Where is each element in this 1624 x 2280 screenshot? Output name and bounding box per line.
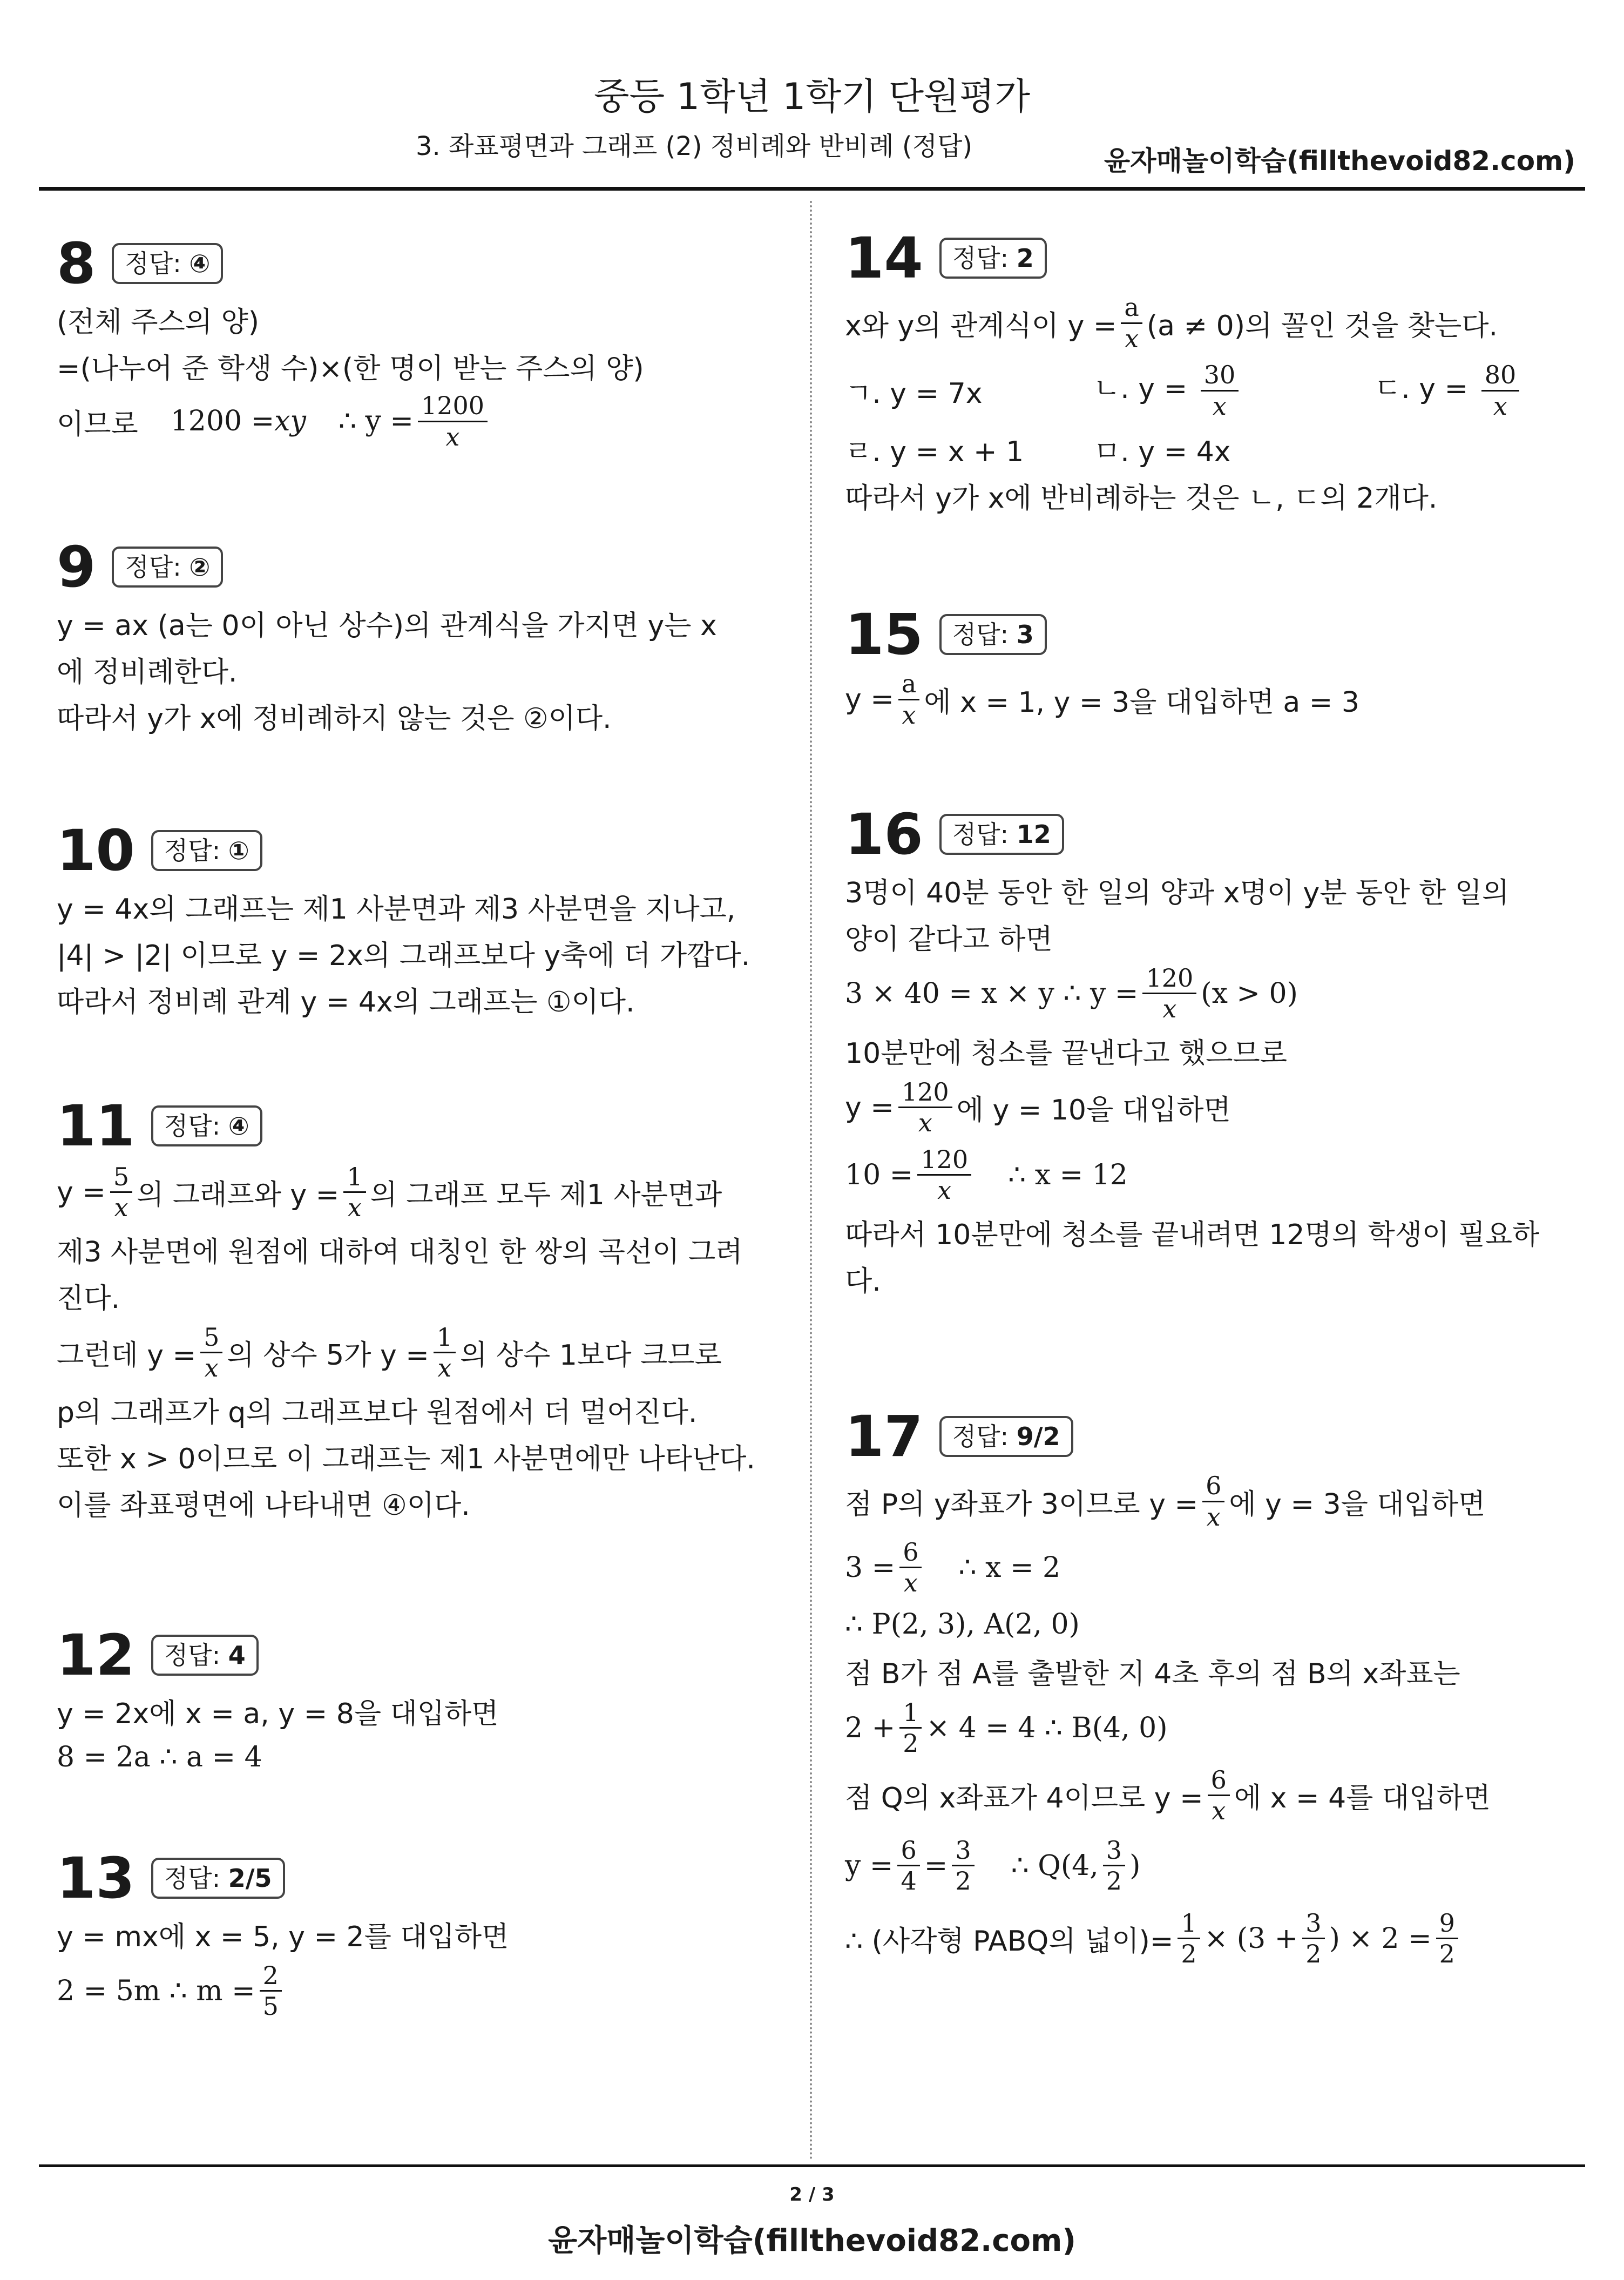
problem-number: 8 [57, 231, 96, 296]
answer-box: 정답: ④ [151, 1105, 262, 1147]
solution-line: ∴ P(2, 3), A(2, 0) [845, 1608, 1080, 1641]
problem-16 [845, 802, 1590, 1301]
problem-8 [57, 231, 780, 454]
solution-line: ∴ (사각형 PABQ의 넓이)= $\frac{1}{2}$ × (3 + $\frac{3}{2}$ ) × 2 = $\frac{9}{2}$ [845, 1902, 1601, 1975]
solution-line: |4| > |2| 이므로 y = 2x의 그래프보다 y축에 더 가깝다. [57, 939, 750, 972]
problem-number: 15 [845, 602, 923, 667]
fraction: $\frac{120}{x}$ [898, 1079, 952, 1136]
solution-line: =(나누어 준 학생 수)×(한 명이 받는 주스의 양) [57, 352, 644, 385]
problem-number: 13 [57, 1845, 135, 1911]
solution-line: 따라서 10분만에 청소를 끝내려면 12명의 학생이 필요하 [845, 1218, 1540, 1251]
solution-line: p의 그래프가 q의 그래프보다 원점에서 더 멀어진다. [57, 1396, 698, 1429]
solution-line: ㄹ. y = x + 1 ㅁ. y = 4x [845, 435, 1231, 468]
solution-line: 2 = 5m ∴ m = $\frac{2}{5}$ [57, 1957, 780, 2025]
solution-line: y = $\frac{120}{x}$ 에 y = 10을 대입하면 [845, 1077, 1231, 1137]
solution-line: 8 = 2a ∴ a = 4 [57, 1741, 262, 1773]
solution-line: 따라서 y가 x에 반비례하는 것은 ㄴ, ㄷ의 2개다. [845, 482, 1438, 515]
solution-line: 따라서 정비례 관계 y = 4x의 그래프는 ①이다. [57, 986, 635, 1018]
footer-brand: 윤자매놀이학습(fillthevoid82.com) [548, 2223, 1076, 2258]
fraction: $\frac{9}{2}$ [1436, 1910, 1458, 1967]
fraction: $\frac{5}{x}$ [200, 1324, 222, 1381]
problem-number: 17 [845, 1404, 923, 1469]
answer-box: 정답: ④ [112, 243, 223, 285]
fraction: $\frac{120}{x}$ [917, 1146, 971, 1204]
fraction: $\frac{30}{x}$ [1201, 362, 1239, 419]
fraction: $\frac{2}{5}$ [260, 1962, 282, 2020]
problem-9 [57, 535, 780, 739]
solution-line: y = 2x에 x = a, y = 8을 대입하면 [57, 1697, 499, 1730]
solution-line: 에 정비례한다. [57, 656, 238, 689]
problem-number: 9 [57, 534, 96, 600]
answer-box: 정답: ② [112, 547, 223, 588]
page-number: 2 / 3 [789, 2184, 835, 2205]
solution-line: 양이 같다고 하면 [845, 923, 1053, 956]
solution-line: 3명이 40분 동안 한 일의 양과 x명이 y분 동안 한 일의 [845, 876, 1510, 909]
column-divider [810, 201, 812, 2161]
solution-line: (전체 주스의 양) [57, 306, 260, 339]
answer-box: 정답: 2 [939, 238, 1047, 279]
problem-12 [57, 1623, 780, 1780]
fraction: $\frac{6}{x}$ [1202, 1473, 1224, 1530]
problem-14 [845, 226, 1590, 518]
problem-number: 10 [57, 818, 135, 883]
solution-line: 10분만에 청소를 끝낸다고 했으므로 [845, 1037, 1288, 1070]
answer-box: 정답: 4 [151, 1635, 259, 1676]
answer-box: 정답: 3 [939, 614, 1047, 656]
answer-box: 정답: 2/5 [151, 1858, 285, 1899]
fraction: $\frac{80}{x}$ [1481, 362, 1520, 419]
solution-line: 이를 좌표평면에 나타내면 ④이다. [57, 1489, 470, 1522]
solution-line: 2 + $\frac{1}{2}$ × 4 = 4 ∴ B(4, 0) [845, 1697, 1168, 1758]
answer-box: 정답: 9/2 [939, 1416, 1073, 1458]
problem-number: 12 [57, 1622, 135, 1688]
fraction: $\frac{1}{x}$ [434, 1324, 456, 1381]
solution-line: 3 × 40 = x × y ∴ y = $\frac{120}{x}$ (x > 0) [845, 963, 1298, 1023]
solution-line: ㄱ. y = 7x ㄴ. y = $\frac{30}{x}$ ㄷ. y = $\frac{80}{x}$ [845, 355, 1590, 426]
problem-17 [845, 1404, 1601, 1975]
fraction: $\frac{3}{2}$ [952, 1837, 974, 1894]
problem-11 [57, 1094, 791, 1526]
fraction: $\frac{6}{x}$ [899, 1539, 922, 1596]
fraction: $\frac{1}{2}$ [1178, 1910, 1200, 1967]
fraction: $\frac{6}{x}$ [1208, 1767, 1230, 1824]
problem-15 [845, 602, 1590, 732]
solution-line: y = 4x의 그래프는 제1 사분면과 제3 사분면을 지나고, [57, 893, 736, 926]
problem-number: 11 [57, 1093, 135, 1159]
fraction: $\frac{6}{4}$ [897, 1837, 919, 1894]
solution-line: 점 B가 점 A를 출발한 지 4초 후의 점 B의 x좌표는 [845, 1657, 1460, 1690]
header-divider [39, 187, 1585, 191]
fraction: $\frac{3}{2}$ [1103, 1837, 1125, 1894]
solution-line: y = $\frac{6}{4}$ = $\frac{3}{2}$ ∴ Q(4, $\frac{3}{2}$ ) [845, 1835, 1141, 1895]
solution-line: 점 P의 y좌표가 3이므로 y = $\frac{6}{x}$ 에 y = 3을 대입하면 [845, 1471, 1486, 1532]
problem-13 [57, 1846, 780, 2025]
page-subtitle: 3. 좌표평면과 그래프 (2) 정비례와 반비례 (정답) [416, 131, 973, 161]
solution-line: 진다. [57, 1282, 120, 1315]
solution-line: y = $\frac{5}{x}$ 의 그래프와 y = $\frac{1}{x}$ 의 그래프 모두 제1 사분면과 [57, 1162, 722, 1222]
fraction: $\frac{3}{2}$ [1302, 1910, 1324, 1967]
solution-line: y = mx에 x = 5, y = 2를 대입하면 [57, 1920, 509, 1953]
answer-box: 정답: 12 [939, 814, 1064, 855]
footer-divider [39, 2164, 1585, 2167]
fraction: $\frac{120}{x}$ [1142, 965, 1196, 1022]
solution-line: 3 = $\frac{6}{x}$ ∴ x = 2 [845, 1537, 1061, 1597]
solution-line: 10 = $\frac{120}{x}$ ∴ x = 12 [845, 1144, 1128, 1205]
header-brand: 윤자매놀이학습(fillthevoid82.com) [1104, 145, 1575, 177]
solution-line: 점 Q의 x좌표가 4이므로 y = $\frac{6}{x}$ 에 x = 4를 대입하면 [845, 1765, 1491, 1825]
answer-box: 정답: ① [151, 830, 262, 872]
solution-line: 다. [845, 1265, 881, 1298]
page-title: 중등 1학년 1학기 단원평가 [593, 76, 1031, 118]
solution-line: 또한 x > 0이므로 이 그래프는 제1 사분면에만 나타난다. [57, 1442, 755, 1475]
fraction: $\frac{a}{x}$ [1121, 294, 1142, 352]
problem-number: 14 [845, 225, 923, 291]
solution-line: x와 y의 관계식이 y = $\frac{a}{x}$ (a ≠ 0)의 꼴인 것을 찾는다. [845, 293, 1498, 353]
fraction: $\frac{1}{x}$ [343, 1164, 366, 1221]
fraction: $\frac{1}{2}$ [899, 1699, 922, 1757]
problem-10 [57, 818, 780, 1022]
solution-line: y = ax (a는 0이 아닌 상수)의 관계식을 가지면 y는 x [57, 609, 717, 642]
solution-line: y = $\frac{a}{x}$ 에 x = 1, y = 3을 대입하면 a = 3 [845, 669, 1359, 730]
solution-line: 이므로 1200 = xy ∴ y = $\frac{1200}{x}$ [57, 389, 780, 454]
solution-line: 제3 사분면에 원점에 대하여 대칭인 한 쌍의 곡선이 그려 [57, 1236, 743, 1269]
fraction: $\frac{a}{x}$ [898, 671, 919, 728]
solution-line: 그런데 y = $\frac{5}{x}$ 의 상수 5가 y = $\frac{1}{x}$ 의 상수 1보다 크므로 [57, 1322, 722, 1382]
problem-number: 16 [845, 801, 923, 867]
fraction: $\frac{5}{x}$ [110, 1164, 132, 1221]
fraction: $\frac{1200}{x}$ [418, 393, 488, 450]
solution-line: 따라서 y가 x에 정비례하지 않는 것은 ②이다. [57, 702, 612, 735]
